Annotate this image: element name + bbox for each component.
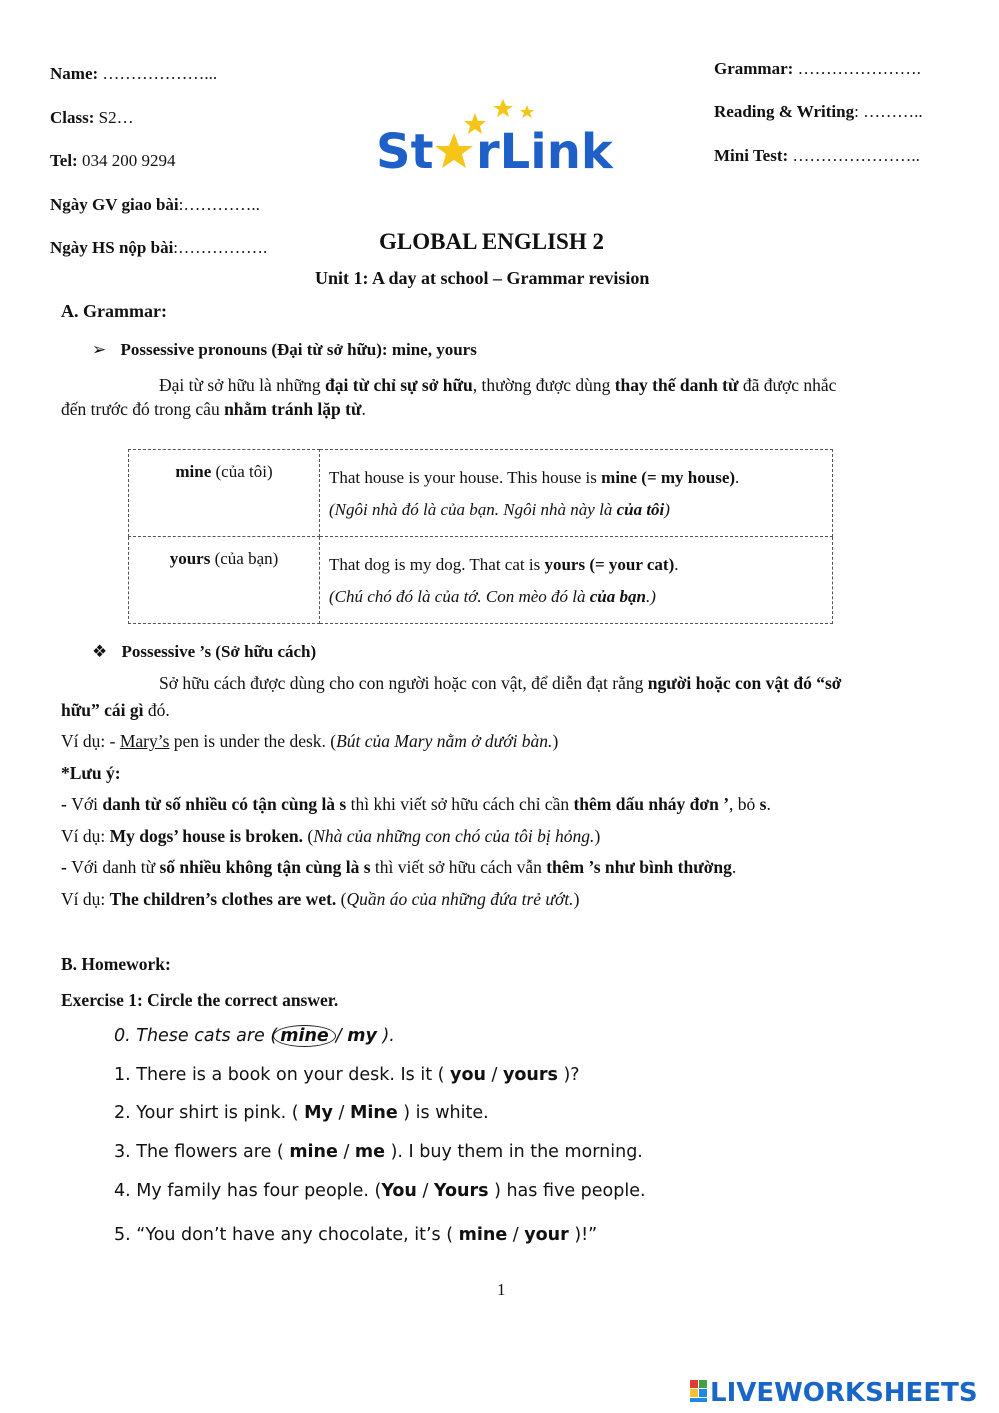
page-number: 1 — [497, 1280, 506, 1299]
ps-note: *Lưu ý: — [61, 763, 121, 783]
table-cell: That house is your house. This house is mine (= my house). (Ngôi nhà đó là của bạn. Ngôi nhà này là của tôi) — [320, 450, 833, 537]
circled-answer: mine — [273, 1025, 336, 1047]
pp-intro-line1: Đại từ sở hữu là những đại từ chỉ sự sở hữu, thường được dùng thay thế danh từ đã được nhắc — [159, 375, 837, 395]
pp-heading: ➢ Possessive pronouns (Đại từ sở hữu): mine, yours — [92, 340, 477, 359]
exercise-item-1: 1. There is a book on your desk. Is it ( you / yours )? — [114, 1065, 580, 1085]
exercise-item-3: 3. The flowers are ( mine / me ). I buy them in the morning. — [114, 1142, 643, 1162]
ps-example-1: Ví dụ: - Mary’s pen is under the desk. (Bút của Mary nằm ở dưới bàn.) — [61, 731, 559, 751]
tel-field: Tel: 034 200 9294 — [50, 151, 176, 170]
starlink-logo — [372, 95, 622, 180]
ps-heading: ❖ Possessive ’s (Sở hữu cách) — [92, 642, 317, 661]
ps-example-3: Ví dụ: The children’s clothes are wet. (Quần áo của những đứa trẻ ướt.) — [61, 889, 580, 909]
answer-option[interactable]: your — [524, 1225, 569, 1245]
submit-date-field: Ngày HS nộp bài:……………. — [50, 238, 268, 257]
exercise-item-4: 4. My family has four people. (You / Yours ) has five people. — [114, 1181, 646, 1201]
class-field: Class: S2… — [50, 108, 134, 127]
reading-writing-score: Reading & Writing: ……….. — [714, 102, 923, 121]
mini-test-score: Mini Test: ………………….. — [714, 146, 920, 165]
table-cell: mine (của tôi) — [129, 450, 320, 537]
liveworksheets-icon — [690, 1380, 707, 1402]
answer-option[interactable]: Mine — [349, 1103, 398, 1123]
svg-text:St: St — [376, 124, 434, 180]
table-row — [129, 450, 833, 537]
page-subtitle: Unit 1: A day at school – Grammar revision — [315, 268, 650, 288]
ps-example-2: Ví dụ: My dogs’ house is broken. (Nhà của những con chó của tôi bị hỏng.) — [61, 826, 601, 846]
svg-text:rLink: rLink — [476, 124, 613, 180]
grammar-score: Grammar: …………………. — [714, 59, 921, 78]
answer-option[interactable]: mine — [289, 1142, 338, 1162]
answer-option[interactable]: yours — [502, 1065, 558, 1085]
answer-option[interactable]: mine — [458, 1225, 508, 1245]
exercise-item-2: 2. Your shirt is pink. ( My / Mine ) is white. — [114, 1103, 489, 1123]
section-a-heading: A. Grammar: — [61, 301, 167, 321]
assign-date-field: Ngày GV giao bài:………….. — [50, 195, 260, 214]
pp-intro-line2: đến trước đó trong câu nhằm tránh lặp từ. — [61, 399, 366, 419]
answer-option[interactable]: Yours — [433, 1181, 489, 1201]
diamond-bullet-icon: ❖ — [92, 642, 108, 661]
pronoun-table — [128, 449, 833, 624]
name-field: Name: ………………... — [50, 64, 218, 83]
ps-rule-1: - Với danh từ số nhiều có tận cùng là s thì khi viết sở hữu cách chỉ cần thêm dấu nháy đơn ’, bỏ s. — [61, 794, 771, 814]
star-icon — [435, 133, 473, 168]
page-title: GLOBAL ENGLISH 2 — [379, 229, 604, 254]
ps-rule-2: - Với danh từ số nhiều không tận cùng là s thì viết sở hữu cách vẫn thêm ’s như bình thường. — [61, 857, 737, 877]
svg-text:LIVEWORKSHEETS: LIVEWORKSHEETS — [710, 1378, 978, 1408]
ps-intro-line2: hữu” cái gì đó. — [61, 700, 170, 720]
star-icon — [520, 105, 534, 118]
table-cell: That dog is my dog. That cat is yours (= your cat). (Chú chó đó là của tớ. Con mèo đó là của bạn.) — [320, 537, 833, 624]
answer-option[interactable]: you — [450, 1065, 486, 1085]
exercise-1-title: Exercise 1: Circle the correct answer. — [61, 990, 339, 1010]
exercise-item-0: 0. These cats are ( mine / my ). — [114, 1026, 395, 1046]
ps-intro-line1: Sở hữu cách được dùng cho con người hoặc con vật, để diễn đạt rằng người hoặc con vật đó “sở — [159, 673, 842, 693]
star-icon — [493, 99, 513, 117]
answer-option[interactable]: me — [354, 1142, 386, 1162]
answer-option[interactable]: My — [304, 1103, 333, 1123]
answer-option[interactable]: You — [381, 1181, 417, 1201]
liveworksheets-logo — [690, 1372, 990, 1408]
arrow-bullet-icon: ➢ — [92, 340, 107, 359]
exercise-item-5: 5. “You don’t have any chocolate, it’s ( mine / your )!” — [114, 1225, 598, 1245]
section-b-heading: B. Homework: — [61, 954, 171, 974]
table-cell: yours (của bạn) — [129, 537, 320, 624]
table-row — [129, 537, 833, 624]
